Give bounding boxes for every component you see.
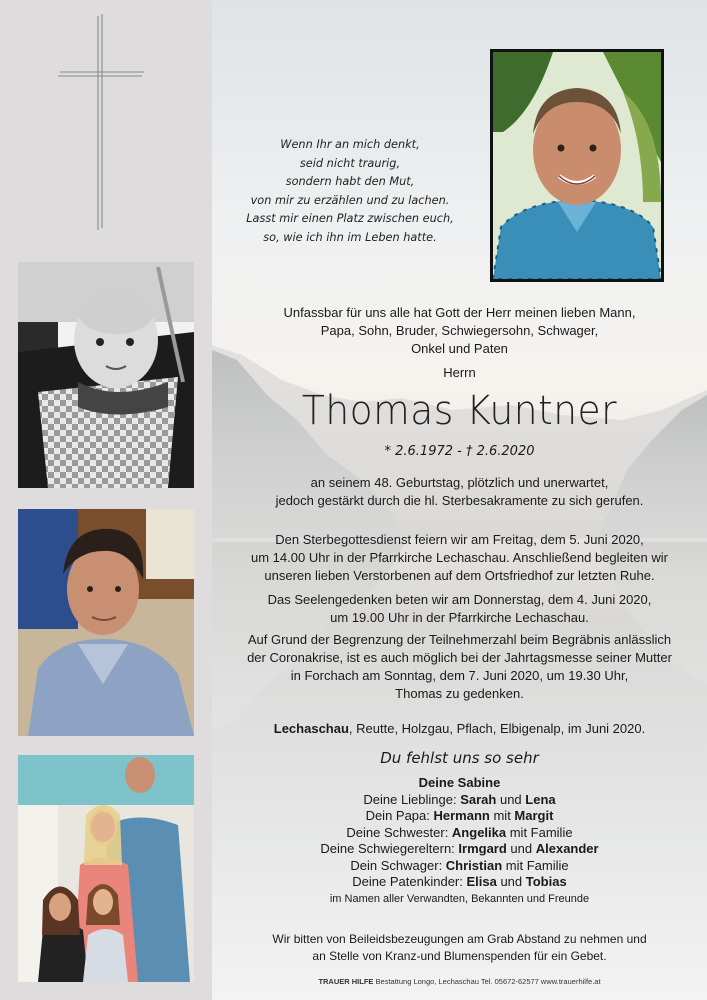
- death-note-line: an seinem 48. Geburtstag, plötzlich und unerwartet,: [310, 475, 609, 490]
- corona-line: Auf Grund der Begrenzung der Teilnehmerzahl beim Begräbnis anlässlich: [247, 632, 672, 647]
- corona-info: [212, 631, 707, 703]
- closing-line: Wir bitten von Beileidsbezeugungen am Grab Abstand zu nehmen und: [272, 932, 647, 946]
- intro-text: [212, 304, 707, 358]
- prayer-line: um 19.00 Uhr in der Pfarrkirche Lechaschau.: [330, 610, 589, 625]
- family-row-godchildren: Deine Patenkinder: Elisa und Tobias: [352, 874, 567, 889]
- deceased-name: Thomas Kuntner: [301, 388, 618, 434]
- places-date: [212, 721, 707, 736]
- footer-text: Bestattung Longo, Lechaschau Tel. 05672-62577 www.trauerhilfe.at: [373, 977, 601, 986]
- death-note: [212, 474, 707, 510]
- family-list: [212, 775, 707, 907]
- poem-line: Lasst mir einen Platz zwischen euch,: [246, 212, 454, 225]
- poem-line: Wenn Ihr an mich denkt,: [280, 138, 420, 151]
- poem-line: seid nicht traurig,: [299, 156, 401, 170]
- baby-photo: [18, 262, 194, 488]
- cross-icon: [58, 14, 146, 232]
- funeral-info: [212, 531, 707, 585]
- poem-line: von mir zu erzählen und zu lachen.: [250, 193, 450, 207]
- family-row-papa: Dein Papa: Hermann mit Margit: [365, 808, 554, 823]
- funeral-line: unseren lieben Verstorbenen auf dem Ortsfriedhof zur letzten Ruhe.: [264, 568, 655, 583]
- family-row-favorites: Deine Lieblinge: Sarah und Lena: [363, 791, 556, 807]
- intro-line: Papa, Sohn, Bruder, Schwiegersohn, Schwager,: [320, 323, 599, 338]
- miss-you-heading: Du fehlst uns so sehr: [380, 749, 539, 767]
- undertaker-footer: [212, 977, 707, 986]
- young-man-photo: [18, 509, 194, 736]
- poem-line: so, wie ich ihn im Leben hatte.: [263, 230, 437, 244]
- closing-request: [212, 931, 707, 965]
- funeral-line: Den Sterbegottesdienst feiern wir am Freitag, dem 5. Juni 2020,: [275, 532, 644, 547]
- family-row-inlaws: Deine Schwiegereltern: Irmgard und Alexander: [320, 841, 599, 856]
- prayer-line: Das Seelengedenken beten wir am Donnerstag, dem 4. Juni 2020,: [267, 592, 652, 607]
- family-photo: [18, 755, 194, 982]
- salutation: Herrn: [443, 365, 476, 380]
- places-rest: , Reutte, Holzgau, Pflach, Elbigenalp, im Juni 2020.: [348, 721, 646, 736]
- portrait-photo: [490, 49, 664, 282]
- prayer-info: [212, 591, 707, 627]
- footer-brand: TRAUER HILFE: [318, 977, 374, 986]
- intro-line: Unfassbar für uns alle hat Gott der Herr meinen lieben Mann,: [283, 305, 636, 320]
- poem-line: sondern habt den Mut,: [285, 175, 415, 188]
- death-note-line: jedoch gestärkt durch die hl. Sterbesakramente zu sich gerufen.: [275, 493, 644, 508]
- life-dates: * 2.6.1972 - † 2.6.2020: [384, 444, 535, 459]
- wife-name: Deine Sabine: [418, 775, 501, 790]
- town-name: Lechaschau: [273, 721, 349, 736]
- memorial-poem: [225, 136, 475, 247]
- family-row-sister: Deine Schwester: Angelika mit Familie: [346, 824, 573, 840]
- closing-line: an Stelle von Kranz-und Blumenspenden für ein Gebet.: [312, 949, 607, 963]
- corona-line: Thomas zu gedenken.: [395, 686, 524, 701]
- funeral-line: um 14.00 Uhr in der Pfarrkirche Lechaschau. Anschließend begleiten wir: [251, 550, 668, 565]
- family-row-others: im Namen aller Verwandten, Bekannten und Freunde: [329, 892, 590, 905]
- corona-line: der Coronakrise, ist es auch möglich bei der Jahrtagsmesse seiner Mutter: [247, 650, 672, 665]
- intro-line: Onkel und Paten: [411, 341, 508, 356]
- family-row-brother-in-law: Dein Schwager: Christian mit Familie: [350, 857, 569, 873]
- corona-line: in Forchach am Sonntag, dem 7. Juni 2020, um 19.30 Uhr,: [290, 668, 629, 683]
